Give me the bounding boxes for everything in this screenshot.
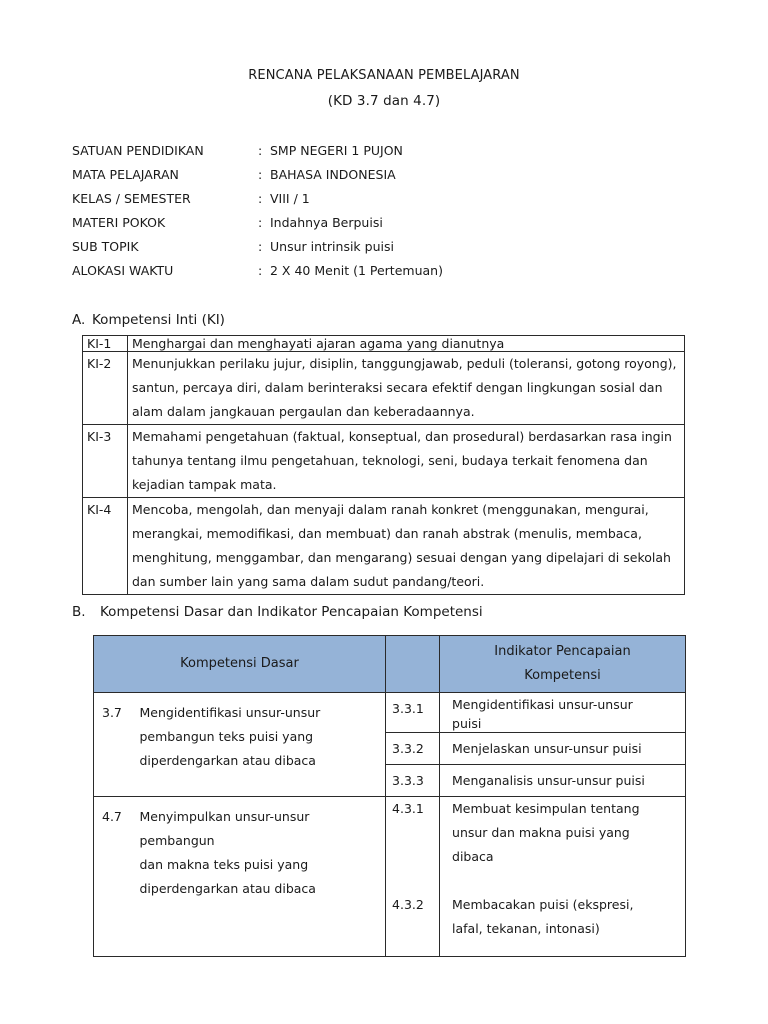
- identity-colon: :: [258, 167, 263, 182]
- identity-label: ALOKASI WAKTU: [72, 263, 174, 278]
- section-title: Kompetensi Inti (KI): [92, 312, 225, 328]
- ki-row-3: [83, 425, 685, 498]
- kd-description: [130, 693, 386, 797]
- identity-value: 2 X 40 Menit (1 Pertemuan): [270, 263, 443, 278]
- ki-line: Mencoba, mengolah, dan menyaji dalam ranah konkret (menggunakan, mengurai,: [132, 502, 649, 517]
- indicator-header-line: Kompetensi: [524, 668, 601, 683]
- kd-row: [94, 797, 686, 957]
- ki-description: [128, 336, 685, 352]
- kd-row: [94, 693, 686, 733]
- identity-colon: :: [258, 143, 263, 158]
- ki-description: [128, 498, 685, 595]
- ki-line: alam dalam jangkauan pergaulan dan keberadaannya.: [132, 404, 475, 419]
- kd-header-blank: [386, 636, 440, 693]
- indicator-number: 3.3.3: [386, 765, 440, 797]
- indicator-line: Mengidentifikasi unsur-unsur: [452, 697, 633, 712]
- indicator-line: dibaca: [452, 849, 494, 864]
- identity-value: Unsur intrinsik puisi: [270, 239, 394, 254]
- section-letter: B.: [72, 604, 86, 620]
- ki-row-1: [83, 336, 685, 352]
- kd-table: [93, 635, 686, 957]
- identity-label: MATERI POKOK: [72, 215, 166, 230]
- section-a-heading: [72, 312, 225, 328]
- indicator-description: [440, 693, 686, 733]
- identity-colon: :: [258, 215, 263, 230]
- ki-line: tahunya tentang ilmu pengetahuan, teknologi, seni, budaya terkait fenomena dan: [132, 453, 648, 468]
- kd-header: Kompetensi Dasar: [94, 636, 386, 693]
- ki-line: menghitung, menggambar, dan mengarang) sesuai dengan yang dipelajari di sekolah: [132, 550, 671, 565]
- section-b-heading: [72, 604, 483, 620]
- section-letter: A.: [72, 312, 86, 328]
- identity-value: BAHASA INDONESIA: [270, 167, 396, 182]
- ki-line: kejadian tampak mata.: [132, 477, 277, 492]
- ki-line: Menunjukkan perilaku jujur, disiplin, tanggungjawab, peduli (toleransi, gotong royong),: [132, 356, 677, 371]
- identity-label: KELAS / SEMESTER: [72, 191, 191, 206]
- indicator-number: 4.3.1: [392, 801, 424, 816]
- identity-colon: :: [258, 191, 263, 206]
- ki-code: KI-1: [83, 336, 128, 352]
- ki-line: merangkai, memodifikasi, dan membuat) dan ranah abstrak (menulis, membaca,: [132, 526, 642, 541]
- kd-line: diperdengarkan atau dibaca: [139, 881, 316, 896]
- ki-code: KI-4: [83, 498, 128, 595]
- ki-line: santun, percaya diri, dalam berinteraksi secara efektif dengan lingkungan sosial dan: [132, 380, 663, 395]
- indicator-description-group: [440, 797, 686, 957]
- ki-row-4: [83, 498, 685, 595]
- identity-label: SUB TOPIK: [72, 239, 139, 254]
- ki-line: dan sumber lain yang sama dalam sudut pandang/teori.: [132, 574, 485, 589]
- kd-line: Mengidentifikasi unsur-unsur: [139, 705, 321, 720]
- indicator-line: puisi: [452, 716, 482, 731]
- indicator-number: 4.3.2: [392, 897, 424, 912]
- indicator-line: unsur dan makna puisi yang: [452, 825, 630, 840]
- indicator-description: [440, 765, 686, 797]
- document-title: RENCANA PELAKSANAAN PEMBELAJARAN: [248, 68, 520, 83]
- identity-value: VIII / 1: [270, 191, 310, 206]
- kd-line: dan makna teks puisi yang: [139, 857, 309, 872]
- kd-header-row: [94, 636, 686, 693]
- ki-line: Menghargai dan menghayati ajaran agama yang dianutnya: [132, 336, 505, 351]
- indicator-number: 3.3.2: [386, 733, 440, 765]
- identity-colon: :: [258, 263, 263, 278]
- indicator-header: [440, 636, 686, 693]
- kd-description: [130, 797, 386, 957]
- identity-value: Indahnya Berpuisi: [270, 215, 383, 230]
- ki-description: [128, 352, 685, 425]
- identity-label: SATUAN PENDIDIKAN: [72, 143, 204, 158]
- indicator-number-group: [386, 797, 440, 957]
- ki-row-2: [83, 352, 685, 425]
- ki-table: [82, 335, 685, 595]
- section-title: Kompetensi Dasar dan Indikator Pencapaian Kompetensi: [100, 604, 483, 620]
- kd-number: 4.7: [94, 797, 130, 957]
- indicator-header-line: Indikator Pencapaian: [494, 644, 631, 659]
- ki-description: [128, 425, 685, 498]
- indicator-description: [440, 733, 686, 765]
- kd-line: diperdengarkan atau dibaca: [139, 753, 316, 768]
- indicator-line: Menjelaskan unsur-unsur puisi: [452, 741, 642, 756]
- identity-label: MATA PELAJARAN: [72, 167, 179, 182]
- indicator-line: Membuat kesimpulan tentang: [452, 801, 640, 816]
- indicator-line: Membacakan puisi (ekspresi,: [452, 897, 634, 912]
- document-subtitle: (KD 3.7 dan 4.7): [327, 93, 441, 109]
- ki-line: Memahami pengetahuan (faktual, konseptual, dan prosedural) berdasarkan rasa ingin: [132, 429, 672, 444]
- identity-value: SMP NEGERI 1 PUJON: [270, 143, 403, 158]
- indicator-line: Menganalisis unsur-unsur puisi: [452, 773, 645, 788]
- indicator-line: lafal, tekanan, intonasi): [452, 921, 600, 936]
- identity-colon: :: [258, 239, 263, 254]
- kd-line: Menyimpulkan unsur-unsur pembangun: [139, 809, 310, 848]
- ki-code: KI-3: [83, 425, 128, 498]
- ki-code: KI-2: [83, 352, 128, 425]
- kd-number: 3.7: [94, 693, 130, 797]
- indicator-number: 3.3.1: [386, 693, 440, 733]
- kd-line: pembangun teks puisi yang: [139, 729, 314, 744]
